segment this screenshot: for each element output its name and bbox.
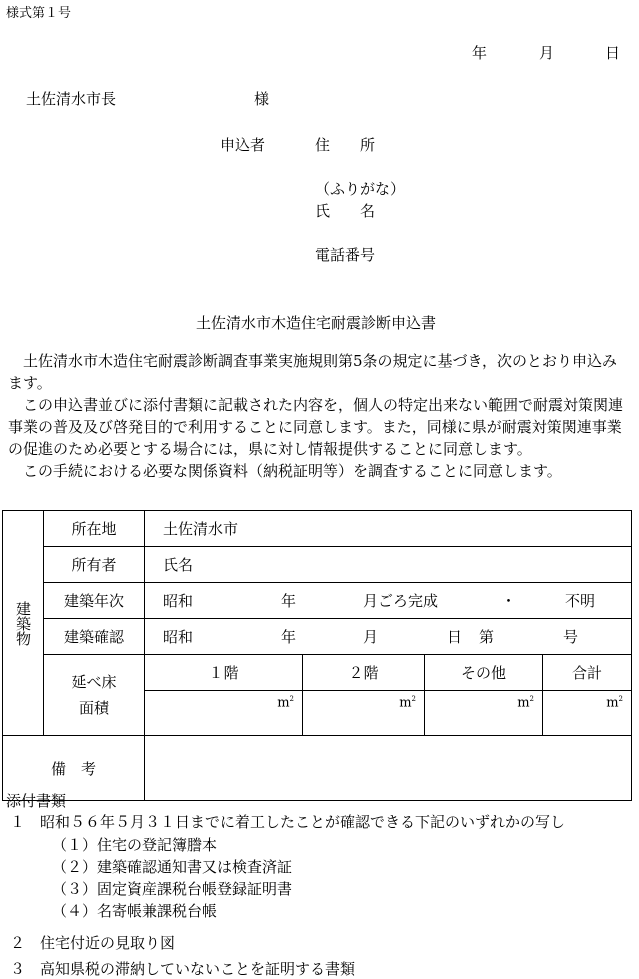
floor-other-unit: $m^2$	[425, 691, 543, 736]
location-value: 土佐清水市	[145, 511, 632, 547]
floor-2-unit: $m^2$	[303, 691, 425, 736]
confirmation-day: 日	[447, 628, 463, 646]
confirmation-year: 年	[281, 628, 297, 646]
floor-other-header: その他	[425, 655, 543, 691]
form-number: 様式第１号	[6, 6, 72, 21]
addressee-name: 土佐清水市長	[26, 90, 117, 108]
location-label: 所在地	[44, 511, 145, 547]
built-year-label: 建築年次	[44, 583, 145, 619]
remarks-value	[145, 736, 632, 801]
floor-2-header: ２階	[303, 655, 425, 691]
floor-1-unit: $m^2$	[145, 691, 303, 736]
attachment-item-3: ３ 高知県税の滞納していないことを証明する書類	[10, 960, 356, 978]
applicant-label: 申込者	[220, 136, 266, 154]
attachments-heading: 添付書類	[6, 792, 67, 810]
name-label: 氏 名	[315, 202, 376, 220]
date-day: 日	[605, 44, 621, 62]
attachment-sub-4: （４）名寄帳兼課税台帳	[52, 902, 218, 920]
floor-total-unit: $m^2$	[543, 691, 632, 736]
confirmation-month: 月	[363, 628, 379, 646]
body-paragraph-3: この手続における必要な関係資料（納税証明等）を調査することに同意します。	[23, 462, 562, 480]
owner-label: 所有者	[44, 547, 145, 583]
page-title: 土佐清水市木造住宅耐震診断申込書	[196, 314, 437, 332]
addressee-honorific: 様	[254, 90, 270, 108]
built-year-unknown: 不明	[565, 592, 596, 610]
attachment-sub-3: （３）固定資産課税台帳登録証明書	[52, 880, 293, 898]
address-label: 住 所	[315, 136, 376, 154]
attachment-sub-2: （２）建築確認通知書又は検査済証	[52, 858, 293, 876]
floor-area-label: 延べ床 面積	[44, 655, 145, 736]
built-year-month: 月ごろ完成	[363, 592, 439, 610]
built-year-year: 年	[281, 592, 297, 610]
built-year-row	[145, 583, 632, 619]
body-paragraph-1: 土佐清水市木造住宅耐震診断調査事業実施規則第5条の規定に基づき，次のとおり申込みます。	[8, 352, 617, 392]
attachment-sub-1: （１）住宅の登記簿謄本	[52, 836, 218, 854]
date-month: 月	[539, 44, 555, 62]
furigana-label: （ふりがな）	[315, 180, 406, 198]
attachment-item-1: １ 昭和５６年５月３１日までに着工したことが確認できる下記のいずれかの写し	[10, 813, 566, 831]
remarks-label: 備 考	[3, 736, 145, 801]
built-year-era: 昭和	[163, 592, 194, 610]
confirmation-no-suffix: 号	[563, 628, 579, 646]
owner-value: 氏名	[145, 547, 632, 583]
floor-area-grid	[145, 655, 632, 736]
phone-label: 電話番号	[315, 246, 376, 264]
building-label: 建築物	[3, 511, 44, 736]
body-paragraph-2: この申込書並びに添付書類に記載された内容を，個人の特定出来ない範囲で耐震対策関連事業の普及及び啓発目的で利用することに同意します。また，同様に県が耐震対策関連事業の促進のため必要とする場合には，県に対し情報提供することに同意します。	[8, 396, 624, 458]
confirmation-no-prefix: 第	[479, 628, 495, 646]
built-year-dot: ・	[501, 592, 517, 610]
confirmation-era: 昭和	[163, 628, 194, 646]
floor-1-header: １階	[145, 655, 303, 691]
attachment-item-2: ２ 住宅付近の見取り図	[10, 934, 176, 952]
floor-total-header: 合計	[543, 655, 632, 691]
building-table	[2, 510, 632, 801]
date-year: 年	[472, 44, 488, 62]
confirmation-label: 建築確認	[44, 619, 145, 655]
body-text	[8, 350, 628, 482]
confirmation-row	[145, 619, 632, 655]
